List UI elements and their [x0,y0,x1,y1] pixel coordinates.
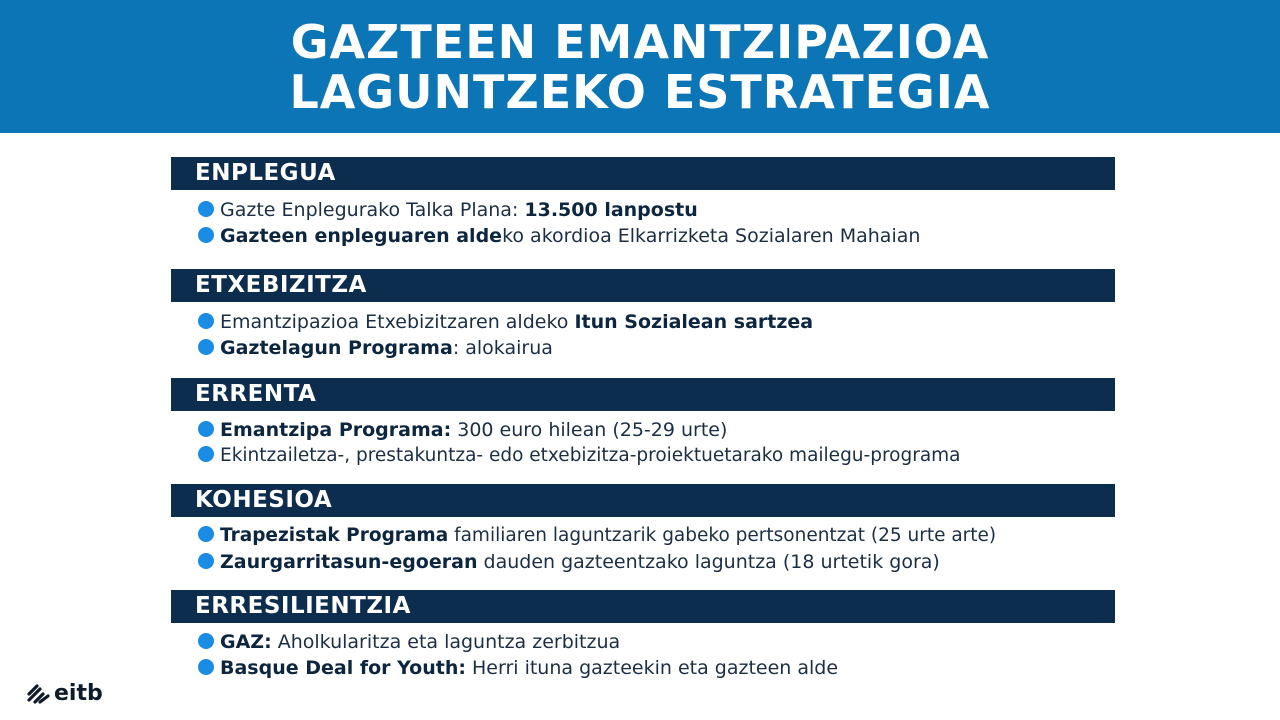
section-heading-enplegua: ENPLEGUA [171,157,1115,190]
list-item: GAZ: Aholkularitza eta laguntza zerbitzua [198,630,620,654]
list-item: Emantzipazioa Etxebizitzaren aldeko Itun Sozialean sartzea [198,310,813,334]
bullet-dot-icon [198,659,214,675]
section-heading-erresilientzia: ERRESILIENTZIA [171,590,1115,623]
eitb-logo [26,678,103,708]
list-item: Trapezistak Programa familiaren laguntzarik gabeko pertsonentzat (25 urte arte) [198,524,996,548]
eitb-logo-icon [26,680,52,706]
bullet-dot-icon [198,227,214,243]
bullet-dot-icon [198,446,214,462]
bullet-dot-icon [198,201,214,217]
title-line-2: LAGUNTZEKO ESTRATEGIA [289,64,991,119]
title-banner [0,0,1280,133]
list-item: Emantzipa Programa: 300 euro hilean (25-29 urte) [198,418,727,442]
title-line-1: GAZTEEN EMANTZIPAZIOA [290,14,990,69]
list-item: Ekintzailetza-, prestakuntza- edo etxebizitza-proiektuetarako mailegu-programa [198,444,961,468]
bullet-dot-icon [198,526,214,542]
list-item: Zaurgarritasun-egoeran dauden gazteentzako laguntza (18 urtetik gora) [198,550,940,574]
bullet-dot-icon [198,313,214,329]
bullet-dot-icon [198,339,214,355]
bullet-dot-icon [198,553,214,569]
list-item: Gazteen enpleguaren aldeko akordioa Elkarrizketa Sozialaren Mahaian [198,224,920,248]
section-heading-kohesioa: KOHESIOA [171,484,1115,517]
eitb-logo-text: eitb [54,680,103,706]
bullet-dot-icon [198,633,214,649]
bullet-dot-icon [198,421,214,437]
list-item: Basque Deal for Youth: Herri ituna gazteekin eta gazteen alde [198,656,838,680]
list-item: Gazte Enplegurako Talka Plana: 13.500 lanpostu [198,198,698,222]
list-item: Gaztelagun Programa: alokairua [198,336,553,360]
section-heading-etxebizitza: ETXEBIZITZA [171,269,1115,302]
section-heading-errenta: ERRENTA [171,378,1115,411]
